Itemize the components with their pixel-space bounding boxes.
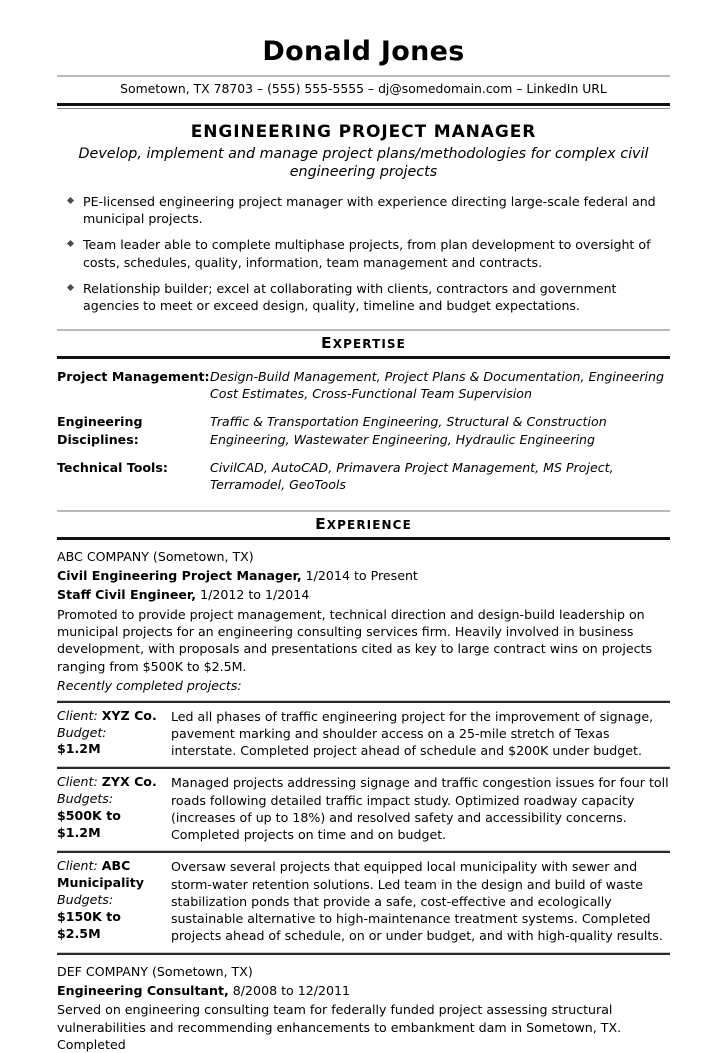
headline-tagline: Develop, implement and manage project plans/methodologies for complex civil engineering projects — [78, 145, 649, 181]
project-description: Led all phases of traffic engineering project for the improvement of signage, pavement marking and shoulder access on a 25-mile stretch of Texas interstate. Completed project ahead of schedule and $200K under budget. — [171, 708, 654, 759]
job-role — [57, 982, 670, 1001]
project-client-label: Client: — [57, 707, 98, 723]
diamond-bullet-icon — [57, 236, 83, 246]
job-entry — [57, 540, 670, 700]
project-client-value: XYZ Co. — [101, 707, 157, 723]
job-role-title: Staff Civil Engineer, — [57, 586, 197, 602]
job-role — [57, 567, 670, 586]
contact-line: Sometown, TX 78703 – (555) 555-5555 – dj@somedomain.com – LinkedIn URL — [120, 81, 607, 96]
page-title: Donald Jones — [262, 36, 465, 67]
expertise-label: Technical Tools: — [57, 459, 168, 475]
project-client-value: ZYX Co. — [101, 774, 157, 790]
list-item — [57, 193, 670, 237]
job-role-title: Engineering Consultant, — [57, 982, 229, 998]
summary-bullet-text: PE-licensed engineering project manager with experience directing large-scale federal and municipal projects. — [83, 193, 656, 227]
job-role-dates: 1/2014 to Present — [301, 567, 418, 583]
diamond-bullet-icon — [57, 280, 83, 290]
project-meta — [57, 774, 167, 842]
project-client-value: ABC Municipality — [57, 858, 144, 891]
project-client-label: Client: — [57, 774, 98, 790]
section-heading-rest: XPERIENCE — [326, 518, 412, 533]
job-role-dates: 8/2008 to 12/2011 — [228, 982, 351, 998]
table-row — [57, 459, 670, 505]
table-row — [57, 703, 670, 767]
project-budget-value: $1.2M — [57, 741, 101, 757]
list-item — [57, 236, 670, 280]
table-row — [57, 413, 670, 459]
table-row — [57, 769, 670, 850]
job-description: Promoted to provide project management, technical direction and design-build leadership on municipal projects for an engineering consulting services firm. Heavily involved in business development, with proposals and presentations cited as key to large contract wins on projects ranging from $500K to $2.5M. — [57, 606, 653, 674]
job-role-dates: 1/2012 to 1/2014 — [196, 586, 310, 602]
section-heading-expertise — [57, 331, 670, 356]
project-budget-label: Budgets: — [57, 791, 114, 807]
list-item — [57, 280, 670, 324]
section-heading-capital: E — [315, 515, 327, 534]
section-expertise — [57, 323, 670, 504]
job-company: ABC COMPANY (Sometown, TX) — [57, 549, 254, 565]
expertise-label: Project Management: — [57, 368, 210, 384]
expertise-value: Traffic & Transportation Engineering, Structural & Construction Engineering, Wastewater Engineering, Hydraulic Engineering — [210, 414, 607, 447]
job-entry — [57, 955, 670, 1053]
project-budget-value: $150K to $2.5M — [57, 909, 121, 941]
headline-title: ENGINEERING PROJECT MANAGER — [190, 121, 537, 142]
project-budget-label: Budgets: — [57, 892, 114, 908]
project-budget-label: Budget: — [57, 724, 107, 740]
job-role-title: Civil Engineering Project Manager, — [57, 567, 302, 583]
section-experience — [57, 504, 670, 1053]
section-heading-capital: E — [321, 334, 333, 353]
project-description: Oversaw several projects that equipped local municipality with sewer and storm-water retention solutions. Led team in the design and build of waste stabilization ponds that provide a safe, cost-effective and ecologically sustainable alternative to high-maintenance treatment systems. Completed projects ahead of schedule, on or under budget, and with high-quality results. — [171, 859, 663, 944]
project-budget-value: $500K to $1.2M — [57, 808, 121, 841]
project-client-label: Client: — [57, 858, 98, 874]
project-description: Managed projects addressing signage and traffic congestion issues for four toll roads following detailed traffic impact study. Optimized roadway capacity (increases of up to 18%) and resolved safety and accessibility concerns. Completed projects on time and on budget. — [171, 775, 669, 843]
expertise-table — [57, 359, 670, 505]
projects-label: Recently completed projects: — [57, 677, 242, 693]
expertise-value: CivilCAD, AutoCAD, Primavera Project Management, MS Project, Terramodel, GeoTools — [210, 459, 614, 493]
resume-document — [57, 0, 670, 1052]
table-row — [57, 368, 670, 414]
section-heading-rest: XPERTISE — [332, 337, 406, 352]
job-role — [57, 586, 670, 605]
summary-bullet-text: Team leader able to complete multiphase projects, from plan development to oversight of costs, schedules, quality, information, team management and contracts. — [83, 237, 651, 270]
project-meta — [57, 708, 167, 759]
section-heading-experience — [57, 512, 670, 537]
expertise-value: Design-Build Management, Project Plans & Documentation, Engineering Cost Estimates, Cross-Functional Team Supervision — [210, 368, 665, 402]
summary-bullet-list — [57, 182, 670, 324]
summary-bullet-text: Relationship builder; excel at collaborating with clients, contractors and government agencies to meet or exceed design, quality, timeline and budget expectations. — [83, 280, 617, 314]
job-company: DEF COMPANY (Sometown, TX) — [57, 963, 253, 979]
job-description: Served on engineering consulting team for federally funded project assessing structural vulnerabilities and recommending enhancements to embankment dam in Sometown, TX. Completed — [57, 1002, 622, 1052]
table-row — [57, 853, 670, 951]
diamond-bullet-icon — [57, 193, 83, 203]
expertise-label: Engineering Disciplines: — [57, 414, 143, 447]
project-meta — [57, 858, 167, 942]
